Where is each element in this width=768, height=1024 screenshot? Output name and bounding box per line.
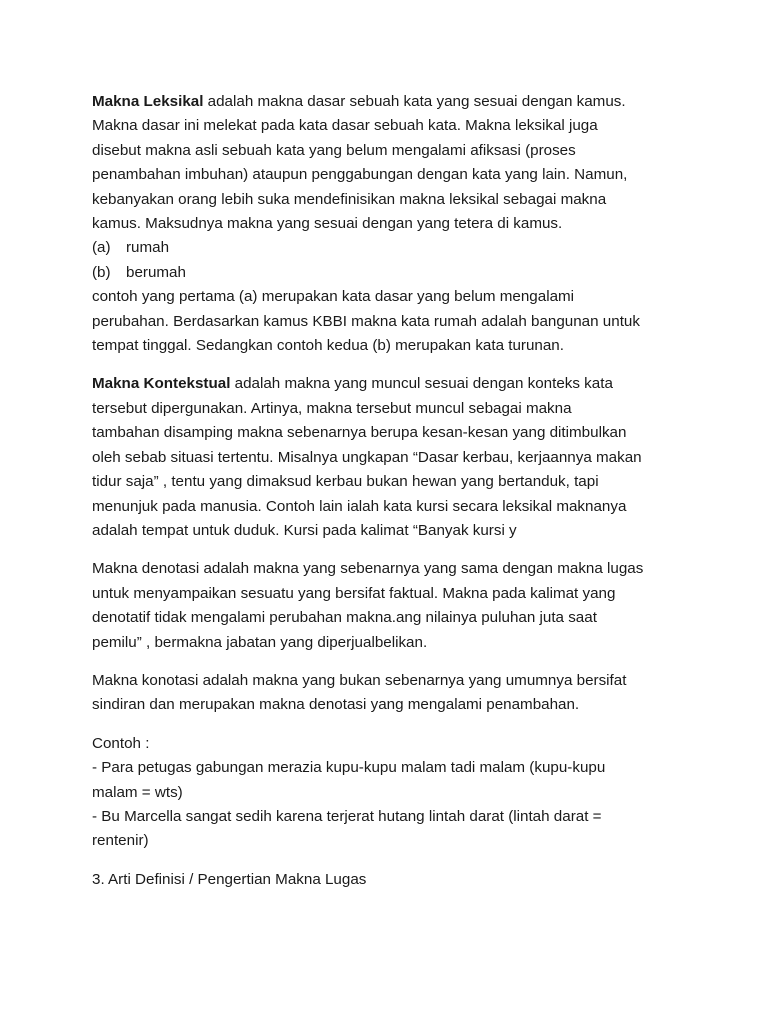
text-line: disebut makna asli sebuah kata yang belum mengalami afiksasi (proses [92,141,576,159]
section-heading [92,868,692,892]
list-marker: (b) [92,263,111,281]
text-line: Makna konotasi adalah makna yang bukan sebenarnya yang umumnya bersifat [92,671,627,689]
paragraph-contoh [92,732,692,854]
text-line: malam = wts) [92,783,183,801]
text-line: Makna Leksikal adalah makna dasar sebuah kata yang sesuai dengan kamus. [92,93,626,110]
text-line: oleh sebab situasi tertentu. Misalnya ungkapan “Dasar kerbau, kerjaannya makan [92,448,642,466]
text-line: kamus. Maksudnya makna yang sesuai dengan yang tetera di kamus. [92,215,563,233]
text-line: tidur saja” , tentu yang dimaksud kerbau bukan hewan yang bertanduk, tapi [92,473,599,491]
text-line: tambahan disamping makna sebenarnya berupa kesan-kesan yang ditimbulkan [92,424,627,442]
list-item [92,236,692,260]
list-item-text: rumah [126,239,170,257]
term-makna-leksikal: Makna Leksikal [92,93,204,110]
list-item [92,261,692,285]
text-line: untuk menyampaikan sesuatu yang bersifat faktual. Makna pada kalimat yang [92,584,616,602]
text-line: Makna Kontekstual adalah makna yang muncul sesuai dengan konteks kata [92,375,613,393]
term-makna-kontekstual: Makna Kontekstual [92,375,231,393]
list-marker: (a) [92,239,111,257]
text-line: contoh yang pertama (a) merupakan kata dasar yang belum mengalami [92,288,575,306]
text-line: perubahan. Berdasarkan kamus KBBI makna kata rumah adalah bangunan untuk [92,312,640,330]
text-line: Makna dasar ini melekat pada kata dasar sebuah kata. Makna leksikal juga [92,117,598,135]
text-line: tempat tinggal. Sedangkan contoh kedua (b) merupakan kata turunan. [92,337,564,355]
text-line: - Para petugas gabungan merazia kupu-kupu malam tadi malam (kupu-kupu [92,759,606,777]
paragraph-makna-denotasi [92,557,692,655]
text-line: tersebut dipergunakan. Artinya, makna tersebut muncul sebagai makna [92,399,572,417]
list-item-text: berumah [126,263,186,281]
paragraph-makna-konotasi [92,669,692,718]
paragraph-makna-kontekstual [92,372,692,543]
text-line: - Bu Marcella sangat sedih karena terjerat hutang lintah darat (lintah darat = [92,807,602,825]
text-line: sindiran dan merupakan makna denotasi yang mengalami penambahan. [92,696,580,714]
paragraph-makna-leksikal [92,90,692,358]
text-line: penambahan imbuhan) ataupun penggabungan dengan kata yang lain. Namun, [92,166,628,184]
text-line: menunjuk pada manusia. Contoh lain ialah kata kursi secara leksikal maknanya [92,497,627,515]
text-line: adalah tempat untuk duduk. Kursi pada kalimat “Banyak kursi y [92,521,517,539]
text-line: rentenir) [92,832,149,850]
text-line: pemilu” , bermakna jabatan yang diperjualbelikan. [92,633,428,651]
text-line: kebanyakan orang lebih suka mendefinisikan makna leksikal sebagai makna [92,190,607,208]
document-page [92,90,692,906]
heading-makna-lugas: 3. Arti Definisi / Pengertian Makna Lugas [92,870,367,888]
text-line: Contoh : [92,734,150,752]
text-line: denotatif tidak mengalami perubahan makna.ang nilainya puluhan juta saat [92,609,597,627]
text-line: Makna denotasi adalah makna yang sebenarnya yang sama dengan makna lugas [92,560,644,578]
